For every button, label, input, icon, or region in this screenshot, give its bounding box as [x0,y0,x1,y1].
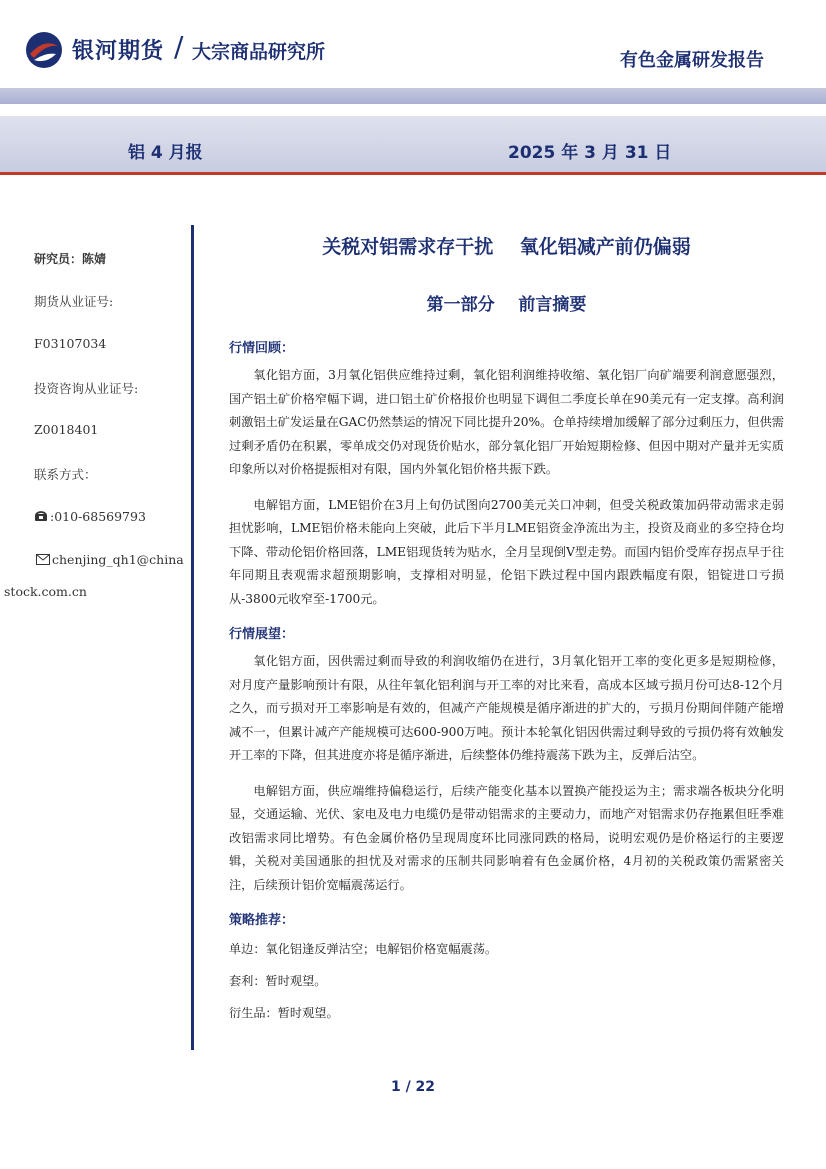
email-line [36,552,184,567]
outlook-paragraph-aluminum: 电解铝方面，供应端维持偏稳运行，后续产能变化基本以置换产能投运为主；需求端各板块分化明显，交通运输、光伏、家电及电力电缆仍是带动铝需求的主要动力，而地产对铝需求仍存拖累但旺季难改铝需求同比增势。有色金属价格仍呈现周度环比同涨同跌的格局，说明宏观仍是价格运行的主要逻辑，关税对美国通胀的担忧及对需求的压制共同影响着有色金属价格，4月初的关税政策仍需紧密关注，后续预计铝价宽幅震荡运行。 [229,783,784,892]
report-period: 铝 4 月报 [128,143,203,163]
consult-label: 投资咨询从业证号: [34,381,139,396]
phone-line [34,509,146,524]
email-icon [36,554,50,565]
main-content [229,226,784,1024]
researcher-name: 研究员：陈婧 [34,252,107,266]
strategy-arbitrage: 套利：暂时观望。 [229,974,327,988]
header-subbar [0,116,826,175]
report-date: 2025 年 3 月 31 日 [508,143,672,163]
strategy-derivatives: 衍生品：暂时观望。 [229,1006,339,1020]
review-paragraph-alumina: 氧化铝方面，3月氧化铝供应维持过剩，氧化铝利润维持收缩、氧化铝厂向矿端要利润意愿强烈，国产铝土矿价格窄幅下调，进口铝土矿价格报价也明显下调但二季度长单在90美元有一定支撑。高利润刺激铝土矿发运量在GAC仍然禁运的情况下同比提升20%。仓单持续增加缓解了部分过剩压力，但供需过剩矛盾仍在积累，零单成交仍对现货价贴水，部分氧化铝厂开始短期检修、但因中期对产量并无实质印象所以对价格提振相对有限，国内外氧化铝价格共振下跌。 [229,368,784,476]
license-number: F03107034 [34,336,107,351]
email-address-cont: stock.com.cn [4,584,87,599]
strategy-heading: 策略推荐： [229,913,295,928]
sidebar-divider [191,225,194,1050]
license-label: 期货从业证号: [34,294,114,309]
contact-label: 联系方式： [34,467,97,482]
brand-name: 银河期货 [72,39,165,64]
consult-number: Z0018401 [34,422,99,437]
report-header [0,0,826,175]
phone-number: :010-68569793 [50,509,146,524]
report-type: 有色金属研发报告 [620,50,764,71]
email-address: chenjing_qh1@china [52,552,184,567]
review-paragraph-aluminum: 电解铝方面，LME铝价在3月上旬仍试图向2700美元关口冲刺，但受关税政策加码带动需求走弱担忧影响，LME铝价格未能向上突破，此后下半月LME铝资金净流出为主，投资及商业的多空持仓均下降、带动伦铝价格回落，LME铝现货转为贴水，全月呈现倒V型走势。而国内铝价受库存拐点早于往年同期且表观需求超预期影响，支撑相对明显，伦铝下跌过程中国内跟跌幅度有限，铝锭进口亏损从-3800元收窄至-1700元。 [229,497,784,606]
outlook-paragraph-alumina: 氧化铝方面，因供需过剩而导致的利润收缩仍在进行，3月氧化铝开工率的变化更多是短期检修，对月度产量影响预计有限，从往年氧化铝利润与开工率的对比来看，高成本区域亏损月份可达8-12个月之久，而亏损对开工率影响是有效的，但减产产能规模是循序渐进的扩大的，亏损月份期间伴随产能增减不一，但累计减产产能规模可达600-900万吨。预计本轮氧化铝因供需过剩导致的亏损仍将有效触发开工率的下降，但其进度亦将是循序渐进，后续整体仍维持震荡下跌为主，反弹后沽空。 [229,654,784,762]
part-heading: 第一部分 前言摘要 [426,295,587,315]
page-number: 1 / 22 [390,1079,436,1095]
review-heading: 行情回顾： [229,341,295,356]
header-band [0,88,826,104]
report-title: 关税对铝需求存干扰 氧化铝减产前仍偏弱 [322,236,691,258]
strategy-single: 单边：氧化铝逢反弹沽空；电解铝价格宽幅震荡。 [229,942,498,956]
outlook-heading: 行情展望： [229,627,295,642]
institute-name: 大宗商品研究所 [192,41,326,63]
galaxy-logo-icon [24,30,64,70]
phone-icon [34,511,48,522]
brand-divider: / [174,30,184,63]
